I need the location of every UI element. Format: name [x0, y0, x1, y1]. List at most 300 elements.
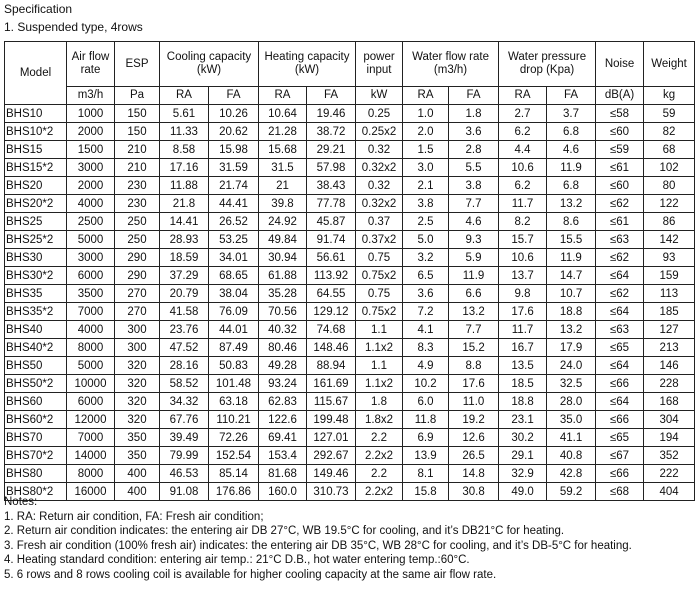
table-row	[5, 321, 695, 339]
table-cell: 74.68	[307, 321, 356, 339]
table-cell: 320	[115, 393, 160, 411]
table-row	[5, 303, 695, 321]
table-cell: 3.8	[449, 177, 499, 195]
table-cell: 63.18	[209, 393, 259, 411]
table-cell: ≤62	[596, 195, 644, 213]
table-cell: 148.46	[307, 339, 356, 357]
table-cell: 44.41	[209, 195, 259, 213]
table-cell: ≤60	[596, 177, 644, 195]
table-cell: 5000	[67, 231, 115, 249]
table-row	[5, 357, 695, 375]
model-cell: BHS60*2	[5, 411, 67, 429]
table-cell: 8000	[67, 339, 115, 357]
table-cell: 39.49	[160, 429, 209, 447]
specification-table	[4, 41, 695, 501]
header-row	[5, 42, 695, 87]
table-cell: 4.6	[547, 141, 596, 159]
table-cell: 1.1x2	[356, 339, 403, 357]
table-cell: 59.2	[547, 483, 596, 501]
table-cell: 28.16	[160, 357, 209, 375]
table-cell: ≤61	[596, 159, 644, 177]
table-cell: 20.62	[209, 123, 259, 141]
table-cell: 16000	[67, 483, 115, 501]
table-cell: 2.7	[499, 105, 547, 123]
table-cell: 49.0	[499, 483, 547, 501]
unit-cell: m3/h	[67, 87, 115, 105]
table-cell: 18.8	[499, 393, 547, 411]
table-cell: 1.5	[403, 141, 449, 159]
table-cell: 7000	[67, 429, 115, 447]
table-cell: 4.6	[449, 213, 499, 231]
table-cell: 5000	[67, 357, 115, 375]
table-cell: 113.92	[307, 267, 356, 285]
table-cell: 38.72	[307, 123, 356, 141]
table-cell: 1.8	[449, 105, 499, 123]
model-cell: BHS15	[5, 141, 67, 159]
table-cell: 350	[115, 429, 160, 447]
unit-cell: FA	[449, 87, 499, 105]
table-cell: 11.9	[547, 159, 596, 177]
table-row	[5, 177, 695, 195]
table-cell: 194	[644, 429, 695, 447]
table-cell: 185	[644, 303, 695, 321]
table-cell: 3.6	[403, 285, 449, 303]
model-cell: BHS80	[5, 465, 67, 483]
table-row	[5, 213, 695, 231]
header-model: Model	[5, 42, 67, 105]
table-cell: 0.37	[356, 213, 403, 231]
table-cell: 159	[644, 267, 695, 285]
table-cell: 10000	[67, 375, 115, 393]
table-cell: 1.0	[403, 105, 449, 123]
model-cell: BHS50	[5, 357, 67, 375]
table-cell: 19.2	[449, 411, 499, 429]
table-cell: 176.86	[209, 483, 259, 501]
table-cell: 21	[259, 177, 307, 195]
table-cell: 2000	[67, 123, 115, 141]
table-cell: 28.93	[160, 231, 209, 249]
table-cell: 122	[644, 195, 695, 213]
table-cell: 79.99	[160, 447, 209, 465]
table-cell: 15.7	[499, 231, 547, 249]
table-cell: 23.1	[499, 411, 547, 429]
table-cell: 7000	[67, 303, 115, 321]
table-cell: 0.25	[356, 105, 403, 123]
table-cell: 40.32	[259, 321, 307, 339]
table-cell: 64.55	[307, 285, 356, 303]
table-cell: 404	[644, 483, 695, 501]
model-cell: BHS30	[5, 249, 67, 267]
table-cell: 24.0	[547, 357, 596, 375]
model-cell: BHS70	[5, 429, 67, 447]
table-cell: 2000	[67, 177, 115, 195]
table-cell: 12000	[67, 411, 115, 429]
table-cell: 3000	[67, 159, 115, 177]
model-cell: BHS10*2	[5, 123, 67, 141]
header-airflow: Air flow rate	[67, 42, 115, 87]
table-cell: 11.7	[499, 195, 547, 213]
table-cell: ≤67	[596, 447, 644, 465]
note-item: 3. Fresh air condition (100% fresh air) indicates: the entering air DB 35°C, WB 28°C for cooling, and it’s DB-5°C for heating.	[4, 539, 632, 552]
table-cell: 292.67	[307, 447, 356, 465]
table-cell: 68.65	[209, 267, 259, 285]
table-cell: ≤63	[596, 231, 644, 249]
table-cell: 320	[115, 375, 160, 393]
unit-cell: RA	[403, 87, 449, 105]
table-cell: 21.8	[160, 195, 209, 213]
table-cell: 31.5	[259, 159, 307, 177]
table-cell: 1.1	[356, 321, 403, 339]
table-cell: 400	[115, 483, 160, 501]
table-cell: 4.4	[499, 141, 547, 159]
table-cell: ≤64	[596, 357, 644, 375]
header-heating: Heating capacity (kW)	[259, 42, 356, 87]
table-cell: 30.2	[499, 429, 547, 447]
table-cell: 11.0	[449, 393, 499, 411]
table-cell: 230	[115, 195, 160, 213]
table-cell: 41.1	[547, 429, 596, 447]
unit-cell: RA	[259, 87, 307, 105]
notes-list	[4, 510, 694, 583]
table-cell: 0.75x2	[356, 267, 403, 285]
unit-cell: Pa	[115, 87, 160, 105]
unit-cell: kW	[356, 87, 403, 105]
table-cell: ≤59	[596, 141, 644, 159]
table-cell: 8.58	[160, 141, 209, 159]
table-cell: 50.83	[209, 357, 259, 375]
table-cell: 1.8	[356, 393, 403, 411]
table-cell: 146	[644, 357, 695, 375]
table-cell: 4000	[67, 321, 115, 339]
table-cell: 91.74	[307, 231, 356, 249]
table-cell: 34.01	[209, 249, 259, 267]
table-cell: 2.5	[403, 213, 449, 231]
table-row	[5, 195, 695, 213]
table-cell: 6000	[67, 393, 115, 411]
table-cell: 115.67	[307, 393, 356, 411]
table-cell: 76.09	[209, 303, 259, 321]
table-body	[5, 105, 695, 501]
table-cell: 23.76	[160, 321, 209, 339]
unit-cell: FA	[547, 87, 596, 105]
table-cell: 270	[115, 285, 160, 303]
table-cell: ≤66	[596, 375, 644, 393]
table-cell: 80	[644, 177, 695, 195]
table-cell: 20.79	[160, 285, 209, 303]
table-cell: 6.0	[403, 393, 449, 411]
table-cell: 80.46	[259, 339, 307, 357]
table-cell: 49.84	[259, 231, 307, 249]
table-cell: 228	[644, 375, 695, 393]
table-row	[5, 465, 695, 483]
table-cell: 35.28	[259, 285, 307, 303]
table-cell: 81.68	[259, 465, 307, 483]
table-cell: 59	[644, 105, 695, 123]
model-cell: BHS35	[5, 285, 67, 303]
table-cell: 7.7	[449, 321, 499, 339]
table-cell: 58.52	[160, 375, 209, 393]
table-cell: 250	[115, 213, 160, 231]
unit-cell: RA	[499, 87, 547, 105]
table-cell: 9.8	[499, 285, 547, 303]
table-cell: 2.2x2	[356, 483, 403, 501]
table-cell: 15.2	[449, 339, 499, 357]
table-cell: ≤66	[596, 465, 644, 483]
table-cell: 49.28	[259, 357, 307, 375]
table-cell: 18.8	[547, 303, 596, 321]
table-cell: 400	[115, 465, 160, 483]
table-cell: 10.6	[499, 159, 547, 177]
table-cell: 168	[644, 393, 695, 411]
table-cell: 37.29	[160, 267, 209, 285]
table-cell: 19.46	[307, 105, 356, 123]
table-cell: ≤65	[596, 339, 644, 357]
table-cell: 15.8	[403, 483, 449, 501]
table-cell: 68	[644, 141, 695, 159]
table-cell: 14.8	[449, 465, 499, 483]
table-cell: 4.1	[403, 321, 449, 339]
table-cell: 210	[115, 141, 160, 159]
table-cell: 57.98	[307, 159, 356, 177]
table-cell: ≤63	[596, 321, 644, 339]
table-cell: 86	[644, 213, 695, 231]
table-cell: 38.43	[307, 177, 356, 195]
table-cell: 88.94	[307, 357, 356, 375]
table-cell: ≤66	[596, 411, 644, 429]
table-row	[5, 123, 695, 141]
table-cell: 87.49	[209, 339, 259, 357]
table-cell: 2.2x2	[356, 447, 403, 465]
header-esp: ESP	[115, 42, 160, 87]
table-cell: 142	[644, 231, 695, 249]
table-cell: ≤62	[596, 285, 644, 303]
table-cell: 35.0	[547, 411, 596, 429]
table-cell: 42.8	[547, 465, 596, 483]
table-cell: 270	[115, 303, 160, 321]
table-cell: 6000	[67, 267, 115, 285]
table-cell: 320	[115, 411, 160, 429]
table-cell: 3.7	[547, 105, 596, 123]
table-cell: ≤60	[596, 123, 644, 141]
table-cell: 6.2	[499, 177, 547, 195]
table-cell: 31.59	[209, 159, 259, 177]
table-cell: 161.69	[307, 375, 356, 393]
table-cell: 0.32x2	[356, 159, 403, 177]
table-cell: 0.37x2	[356, 231, 403, 249]
table-cell: 0.25x2	[356, 123, 403, 141]
table-cell: 44.01	[209, 321, 259, 339]
table-cell: ≤64	[596, 267, 644, 285]
table-cell: 6.2	[499, 123, 547, 141]
table-cell: 30.94	[259, 249, 307, 267]
table-cell: 11.88	[160, 177, 209, 195]
model-cell: BHS50*2	[5, 375, 67, 393]
table-cell: 149.46	[307, 465, 356, 483]
table-cell: 10.6	[499, 249, 547, 267]
table-cell: 30.8	[449, 483, 499, 501]
table-cell: 56.61	[307, 249, 356, 267]
table-cell: 160.0	[259, 483, 307, 501]
table-cell: 29.1	[499, 447, 547, 465]
table-cell: 61.88	[259, 267, 307, 285]
table-row	[5, 141, 695, 159]
table-cell: 53.25	[209, 231, 259, 249]
table-cell: 0.75	[356, 249, 403, 267]
table-cell: 10.2	[403, 375, 449, 393]
table-cell: 14.7	[547, 267, 596, 285]
table-cell: 13.9	[403, 447, 449, 465]
table-cell: 3500	[67, 285, 115, 303]
table-cell: 127.01	[307, 429, 356, 447]
table-cell: 17.6	[499, 303, 547, 321]
table-cell: 6.9	[403, 429, 449, 447]
model-cell: BHS15*2	[5, 159, 67, 177]
table-cell: 62.83	[259, 393, 307, 411]
table-cell: 3.0	[403, 159, 449, 177]
table-cell: 26.5	[449, 447, 499, 465]
table-cell: 46.53	[160, 465, 209, 483]
table-cell: 26.52	[209, 213, 259, 231]
model-cell: BHS10	[5, 105, 67, 123]
table-cell: 8.6	[547, 213, 596, 231]
table-cell: 93	[644, 249, 695, 267]
table-cell: 2.0	[403, 123, 449, 141]
header-cooling: Cooling capacity (kW)	[160, 42, 259, 87]
table-cell: 153.4	[259, 447, 307, 465]
table-cell: 21.74	[209, 177, 259, 195]
table-cell: 113	[644, 285, 695, 303]
table-cell: 11.9	[449, 267, 499, 285]
table-cell: 5.5	[449, 159, 499, 177]
table-cell: 7.2	[403, 303, 449, 321]
model-cell: BHS25	[5, 213, 67, 231]
table-cell: 300	[115, 339, 160, 357]
model-cell: BHS40	[5, 321, 67, 339]
unit-cell: RA	[160, 87, 209, 105]
table-cell: 2.8	[449, 141, 499, 159]
note-item: 1. RA: Return air condition, FA: Fresh air condition;	[4, 510, 264, 523]
header-noise: Noise	[596, 42, 644, 87]
table-cell: 101.48	[209, 375, 259, 393]
notes-heading: Notes:	[4, 496, 38, 508]
notes	[4, 495, 694, 583]
table-cell: 290	[115, 249, 160, 267]
table-cell: 6.5	[403, 267, 449, 285]
table-cell: 21.28	[259, 123, 307, 141]
table-cell: 9.3	[449, 231, 499, 249]
note-item: 2. Return air condition indicates: the entering air DB 27°C, WB 19.5°C for cooling, and it’s DB21°C for heating.	[4, 525, 565, 538]
table-cell: 17.9	[547, 339, 596, 357]
table-cell: 8.1	[403, 465, 449, 483]
table-cell: 250	[115, 231, 160, 249]
table-cell: 6.6	[449, 285, 499, 303]
table-row	[5, 249, 695, 267]
note-item: 5. 6 rows and 8 rows cooling coil is available for higher cooling capacity at the same air flow rate.	[4, 568, 497, 581]
table-cell: 0.75	[356, 285, 403, 303]
table-cell: 13.7	[499, 267, 547, 285]
table-row	[5, 339, 695, 357]
table-cell: 34.32	[160, 393, 209, 411]
table-cell: 11.7	[499, 321, 547, 339]
model-cell: BHS20*2	[5, 195, 67, 213]
section-title: 1. Suspended type, 4rows	[4, 20, 143, 34]
note-item: 4. Heating standard condition: entering air temp.: 21°C D.B., hot water entering temp.:60°C.	[4, 554, 470, 567]
table-row	[5, 105, 695, 123]
table-cell: 15.98	[209, 141, 259, 159]
table-cell: 5.61	[160, 105, 209, 123]
table-cell: 110.21	[209, 411, 259, 429]
table-cell: 10.26	[209, 105, 259, 123]
table-cell: 1.1x2	[356, 375, 403, 393]
table-cell: 82	[644, 123, 695, 141]
unit-cell: dB(A)	[596, 87, 644, 105]
table-cell: 350	[115, 447, 160, 465]
table-cell: 2.1	[403, 177, 449, 195]
model-cell: BHS70*2	[5, 447, 67, 465]
table-cell: ≤65	[596, 429, 644, 447]
table-cell: 16.7	[499, 339, 547, 357]
table-cell: 32.5	[547, 375, 596, 393]
model-cell: BHS40*2	[5, 339, 67, 357]
table-cell: 39.8	[259, 195, 307, 213]
table-cell: 6.8	[547, 123, 596, 141]
table-cell: 29.21	[307, 141, 356, 159]
table-cell: 290	[115, 267, 160, 285]
table-cell: 150	[115, 123, 160, 141]
model-cell: BHS25*2	[5, 231, 67, 249]
table-cell: 85.14	[209, 465, 259, 483]
table-cell: 304	[644, 411, 695, 429]
table-cell: 0.32	[356, 141, 403, 159]
table-cell: 32.9	[499, 465, 547, 483]
table-cell: 150	[115, 105, 160, 123]
table-row	[5, 375, 695, 393]
table-cell: 4000	[67, 195, 115, 213]
table-cell: 199.48	[307, 411, 356, 429]
table-row	[5, 285, 695, 303]
table-cell: 38.04	[209, 285, 259, 303]
table-cell: 13.5	[499, 357, 547, 375]
table-cell: 3.8	[403, 195, 449, 213]
unit-cell: FA	[209, 87, 259, 105]
header-water-flow: Water flow rate (m3/h)	[403, 42, 499, 87]
table-cell: 18.5	[499, 375, 547, 393]
table-cell: 69.41	[259, 429, 307, 447]
table-cell: 222	[644, 465, 695, 483]
table-cell: 14000	[67, 447, 115, 465]
table-cell: 300	[115, 321, 160, 339]
table-cell: 3.6	[449, 123, 499, 141]
table-cell: 70.56	[259, 303, 307, 321]
table-cell: 1000	[67, 105, 115, 123]
table-row	[5, 393, 695, 411]
table-cell: 12.6	[449, 429, 499, 447]
table-cell: 40.8	[547, 447, 596, 465]
table-cell: 7.7	[449, 195, 499, 213]
table-cell: 2.2	[356, 465, 403, 483]
table-cell: 77.78	[307, 195, 356, 213]
table-cell: ≤62	[596, 249, 644, 267]
table-cell: 17.16	[160, 159, 209, 177]
table-cell: 13.2	[547, 195, 596, 213]
table-cell: 93.24	[259, 375, 307, 393]
table-cell: 230	[115, 177, 160, 195]
table-row	[5, 231, 695, 249]
table-cell: 210	[115, 159, 160, 177]
table-cell: 17.6	[449, 375, 499, 393]
table-row	[5, 447, 695, 465]
header-power: power input	[356, 42, 403, 87]
